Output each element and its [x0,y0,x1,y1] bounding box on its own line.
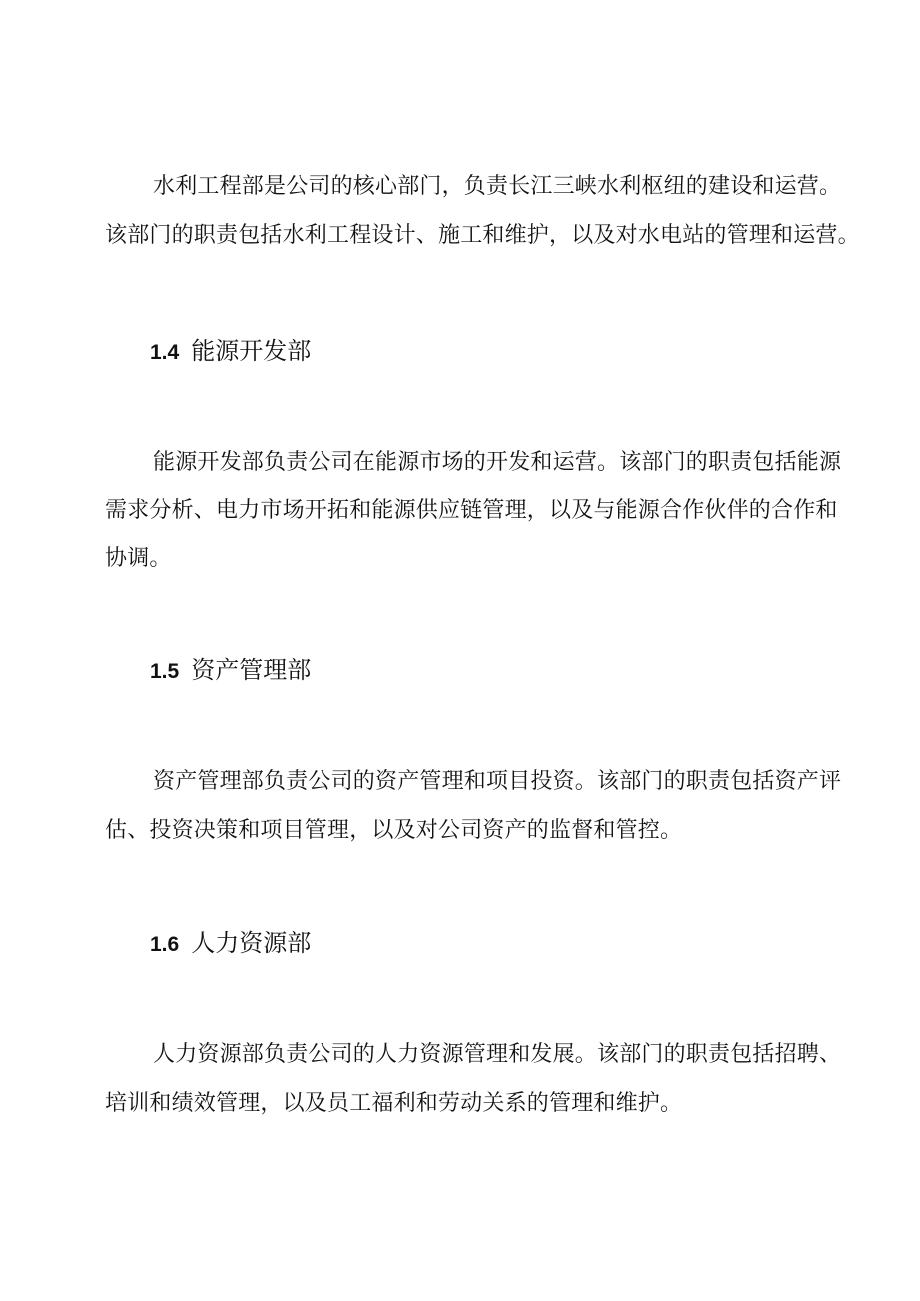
paragraph-line: 该部门的职责包括水利工程设计、施工和维护，以及对水电站的管理和运营。 [105,223,860,248]
paragraph-line: 水利工程部是公司的核心部门，负责长江三峡水利枢纽的建设和运营。 [153,174,842,199]
section-heading [150,655,311,687]
section-number: 1.4 [150,341,180,364]
paragraph-line: 资产管理部负责公司的资产管理和项目投资。该部门的职责包括资产评 [153,769,842,794]
section-heading [150,928,311,960]
paragraph-line: 协调。 [105,546,172,571]
paragraph-line: 能源开发部负责公司在能源市场的开发和运营。该部门的职责包括能源 [153,450,842,475]
section-title: 资产管理部 [191,656,312,684]
section-number: 1.6 [150,933,180,956]
paragraph-line: 人力资源部负责公司的人力资源管理和发展。该部门的职责包括招聘、 [153,1042,842,1067]
paragraph-line: 培训和绩效管理，以及员工福利和劳动关系的管理和维护。 [105,1091,683,1116]
section-number: 1.5 [150,660,180,683]
section-heading [150,336,311,368]
section-title: 人力资源部 [191,929,312,957]
section-title: 能源开发部 [191,337,312,365]
paragraph-line: 需求分析、电力市场开拓和能源供应链管理，以及与能源合作伙伴的合作和 [105,498,838,523]
paragraph-line: 估、投资决策和项目管理，以及对公司资产的监督和管控。 [105,818,683,843]
